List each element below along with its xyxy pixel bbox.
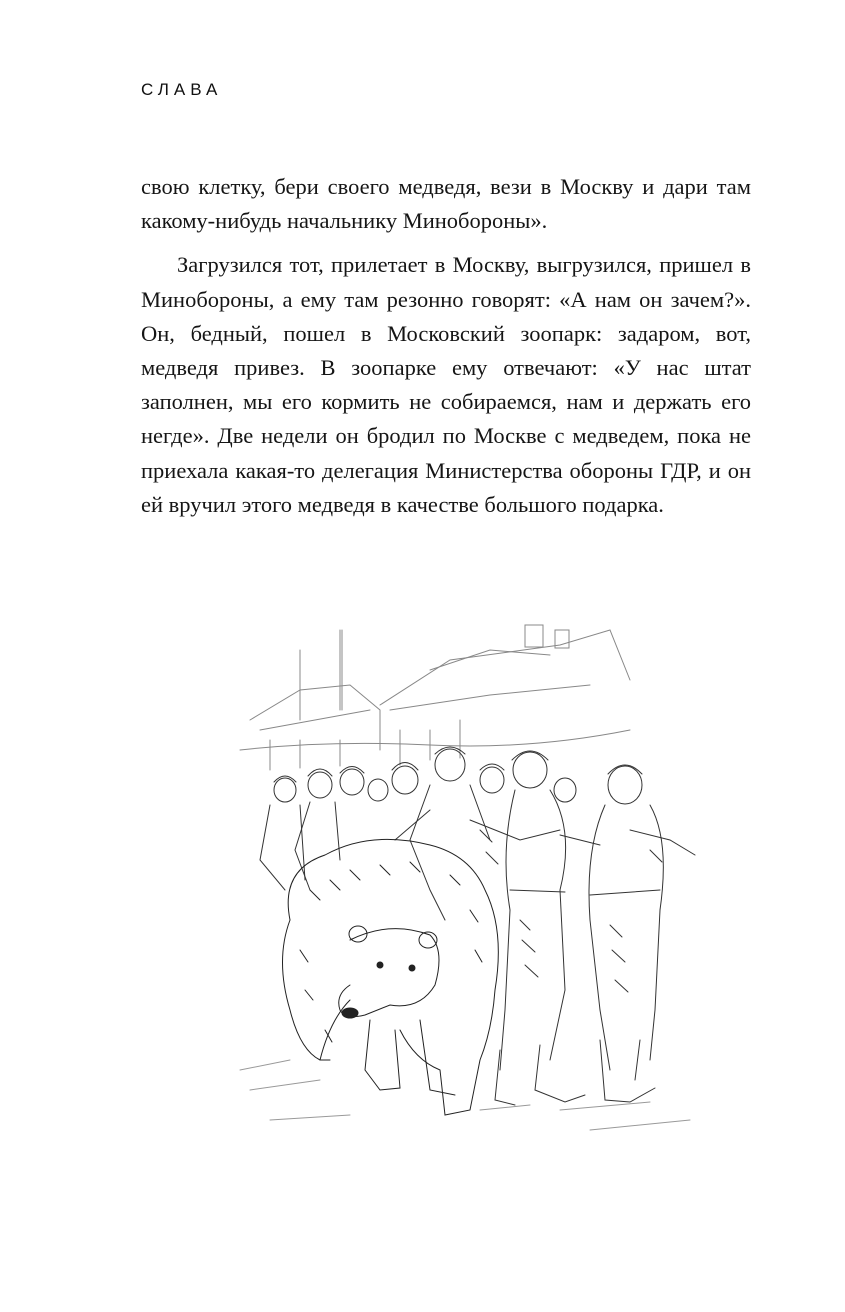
polar-bear-sketch xyxy=(283,839,499,1115)
ground-hatching xyxy=(240,1060,690,1130)
polar-bear-soldiers-sketch-icon xyxy=(230,590,710,1160)
running-head-title: СЛАВА xyxy=(141,80,223,99)
paragraph-2: Загрузился тот, прилетает в Москву, выгрузился, пришел в Минобороны, а ему там резонно говорят: «А нам он зачем?». Он, бедный, пошел в Московский зоопарк: задаром, вот, медведя привез. В зоопарке ему отвечают: «У нас штат заполнен, мы его кормить не собираемся, нам и держать его негде». Две недели он бродил по Москве с медведем, пока не приехала какая-то делегация Министерства обороны ГДР, и он ей вручил этого медведя в качестве большого подарка. xyxy=(141,252,751,517)
paragraph-1: свою клетку, бери своего медведя, вези в Москву и дари там какому-нибудь начальнику Минобороны». xyxy=(141,174,751,234)
body-text xyxy=(141,170,751,522)
rooftops-sketch xyxy=(240,625,630,770)
soldiers-sketch xyxy=(260,747,695,1105)
